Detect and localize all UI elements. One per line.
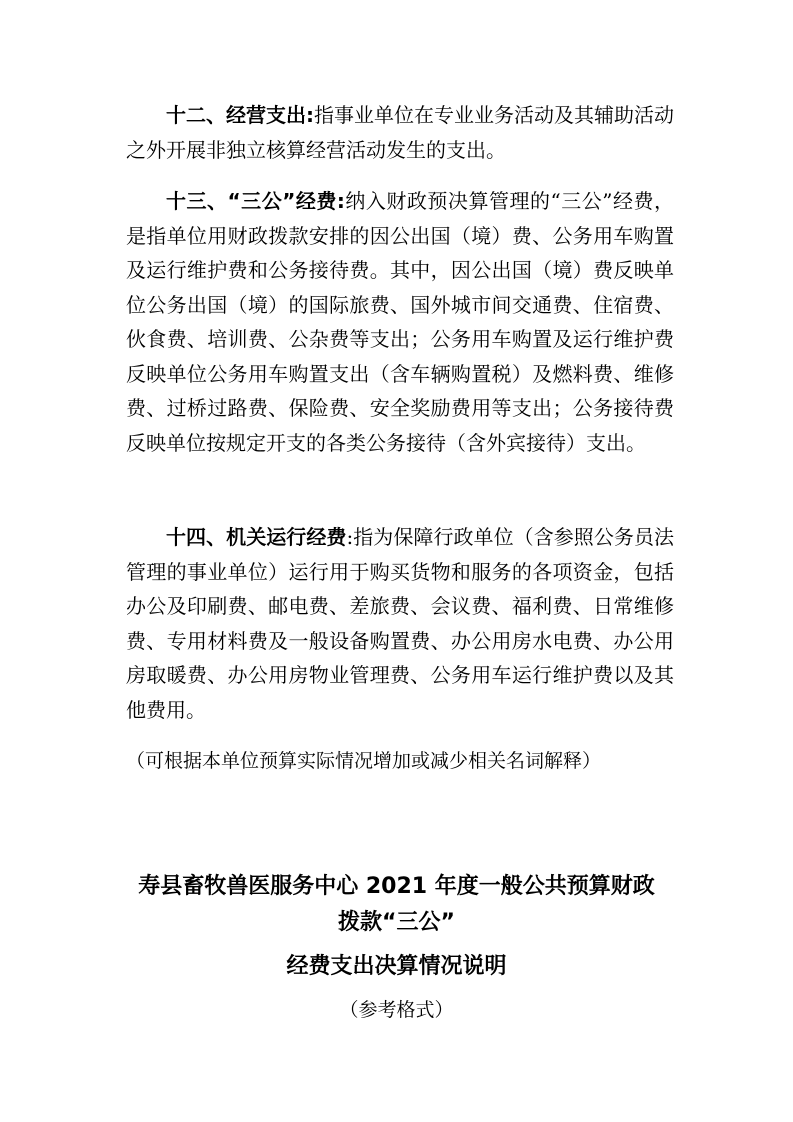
section-title-line-1: 寿县畜牧兽医服务中心 2021 年度一般公共预算财政 <box>138 874 655 899</box>
definition-operating-expenses <box>126 98 674 167</box>
section-subtitle: （参考格式） <box>339 999 454 1021</box>
section-title-line-3: 经费支出决算情况说明 <box>286 954 507 979</box>
definition-agency-operating-expenses <box>126 520 674 727</box>
definition-text: 纳入财政预决算管理的“三公”经费，是指单位用财政拨款安排的因公出国（境）费、公务用车购置及运行维护费和公务接待费。其中，因公出国（境）费反映单位公务出国（境）的国际旅费、国外城市间交通费、住宿费、伙食费、培训费、公杂费等支出；公务用车购置及运行维护费反映单位公务用车购置支出（含车辆购置税）及燃料费、维修费、过桥过路费、保险费、安全奖励费用等支出；公务接待费反映单位按规定开支的各类公务接待（含外宾接待）支出。 <box>126 189 674 455</box>
definition-term: 十二、经营支出: <box>166 103 314 127</box>
editorial-note: （可根据本单位预算实际情况增加或减少相关名词解释） <box>126 750 602 772</box>
definition-three-public-expenses <box>126 184 674 460</box>
definition-term: 十四、机关运行经费 <box>166 525 347 549</box>
definition-text: :指为保障行政单位（含参照公务员法管理的事业单位）运行用于购买货物和服务的各项资金，包括办公及印刷费、邮电费、差旅费、会议费、福利费、日常维修费、专用材料费及一般设备购置费、办公用房水电费、办公用房取暖费、办公用房物业管理费、公务用车运行维护费以及其他费用。 <box>126 525 674 722</box>
definition-text: 指事业单位在专业业务活动及其辅助活动之外开展非独立核算经营活动发生的支出。 <box>126 103 674 162</box>
definition-term: 十三、“三公”经费: <box>166 189 345 213</box>
section-title-line-2: 拨款“三公” <box>338 910 455 935</box>
